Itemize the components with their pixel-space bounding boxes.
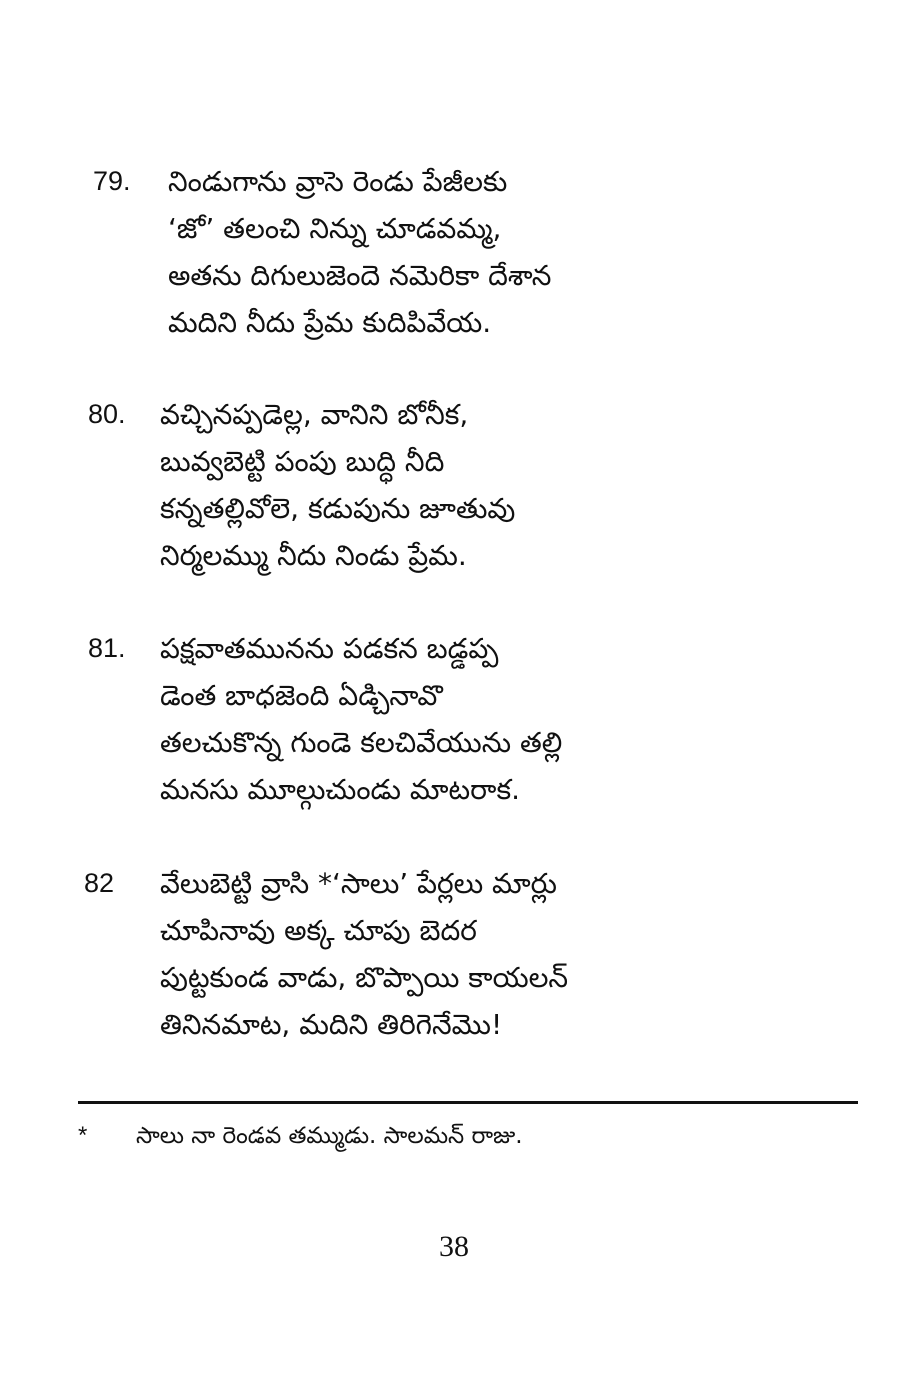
stanza-lines [160,625,880,813]
verse-line: బువ్వబెట్టి పంపు బుద్ధి నీది [160,445,445,478]
verse-line: తినినమాట, మదిని తిరిగెనేమొ! [160,1008,503,1041]
stanza-lines [168,158,888,346]
footnote-divider [78,1101,858,1104]
verse-line: ‘జో’ తలంచి నిన్ను చూడవమ్మ, [168,212,502,245]
verse-line: చూపినావు అక్క చూపు బెదర [160,914,477,947]
verse-line: అతను దిగులుజెందె నమెరికా దేశాన [168,259,552,292]
verse-line: పుట్టకుండ వాడు, బొప్పాయి కాయలన్ [160,961,569,994]
verse-line: మనసు మూల్గుచుండు మాటరాక. [160,773,521,806]
footnote-marker: * [78,1122,88,1149]
stanza-number: 80. [88,399,126,429]
verse-line: నిండుగాను వ్రాసె రెండు పేజీలకు [168,165,508,198]
stanza-lines [160,860,880,1048]
stanza-lines [160,391,880,579]
verse-line: డెంత బాధజెంది ఏడ్చినావొ [160,679,443,712]
verse-line: తలచుకొన్న గుండె కలచివేయును తల్లి [160,726,563,759]
verse-line: మదిని నీదు ప్రేమ కుదిపివేయ. [168,306,492,339]
page-number: 38 [439,1230,469,1263]
stanza-number: 79. [93,166,131,196]
stanza-number: 81. [88,633,126,663]
footnote-text: సాలు నా రెండవ తమ్ముడు. సాలమన్ రాజు. [136,1123,523,1149]
verse-line: నిర్మలమ్ము నీదు నిండు ప్రేమ. [160,539,467,572]
verse-line: వచ్చినప్పడెల్ల, వానిని బోనీక, [160,398,469,431]
verse-line: వేలుబెట్టి వ్రాసి *‘సాలు’ పేర్లలు మార్లు [160,867,557,900]
verse-line: కన్నతల్లివోలె, కడుపును జూతువు [160,492,516,525]
footnote [78,1118,878,1158]
verse-line: పక్షవాతమునను పడకన బడ్డప్ప [160,632,499,665]
stanza-number: 82 [84,868,115,898]
